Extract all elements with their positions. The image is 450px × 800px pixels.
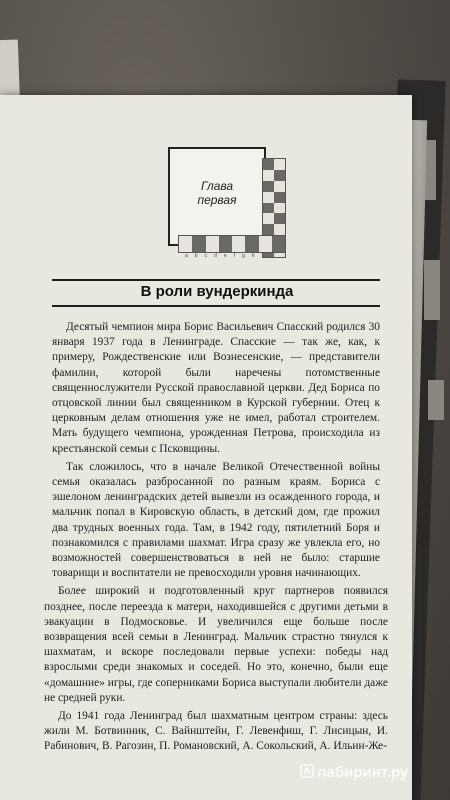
chessboard-fragment-bottom	[178, 235, 286, 253]
chapter-title	[170, 179, 264, 207]
paragraph: Более широкий и подготовленный круг партнеров появился позднее, после переезда к матери, находившейся с другими детьми в эвакуации в Подмосковье. И увеличился еще больше после возвращения всей семьи в Ленинград. Мальчик страстно тянулся к шахматам, и вскоре последовали первые успехи: победы над взрослыми среди знакомых и соседей. Но это, конечно, были еще «домашние» игры, где соперниками Бориса выступали любители даже не средней руки.	[44, 585, 388, 704]
chapter-number: первая	[197, 193, 237, 207]
chapter-label: Глава	[200, 179, 234, 193]
labirint-logo-icon	[300, 764, 314, 778]
paragraph: Так сложилось, что в начале Великой Отечественной войны семья оказалась разбросанной по разным краям. Бориса с эшелоном ленинградских детей вывезли из осажденного города, и мальчик попал в Кировскую область, в детский дом, где прожил два трудных военных года. Там, в 1942 году, пятилетний Боря и познакомился с правилами шахмат. Игра сразу же увлекла его, но возможностей совершенствоваться в ней не было: старшие товарищи и воспитатели не превосходили уровня начинающих.	[52, 460, 380, 580]
body-text	[44, 320, 388, 755]
chapter-box	[168, 147, 266, 246]
cover-stripe	[424, 260, 440, 320]
watermark	[300, 764, 408, 781]
heading-rule-bottom	[52, 305, 380, 307]
paragraph: До 1941 года Ленинград был шахматным центром страны: здесь жили М. Ботвинник, С. Вайнштейн, Г. Левенфиш, Г. Лисицын, И. Рабинович, В. Рагозин, П. Романовский, А. Сокольский, А. Ильин-Же-	[44, 710, 388, 753]
cover-stripe	[428, 380, 444, 420]
section-heading: В роли вундеркинда	[140, 283, 294, 300]
watermark-text: лабиринт.ру	[317, 764, 409, 781]
board-file-labels: abcdefgh	[185, 253, 262, 259]
paragraph: Десятый чемпион мира Борис Васильевич Спасский родился 30 января 1937 года в Ленинграде. Спасские — так же, как, к примеру, Рождественские или Вознесенские, — представители фамилии, которой были наречены потомственные священнослужители Русской православной церкви. Дед Бориса по отцовской линии был священником в Курской губернии. Отец к церковным делам отношения уже не имел, работал строителем. Мать будущего чемпиона, урожденная Петрова, происходила из крестьянской семьи с Псковщины.	[52, 321, 380, 455]
heading-rule-top	[52, 279, 380, 281]
